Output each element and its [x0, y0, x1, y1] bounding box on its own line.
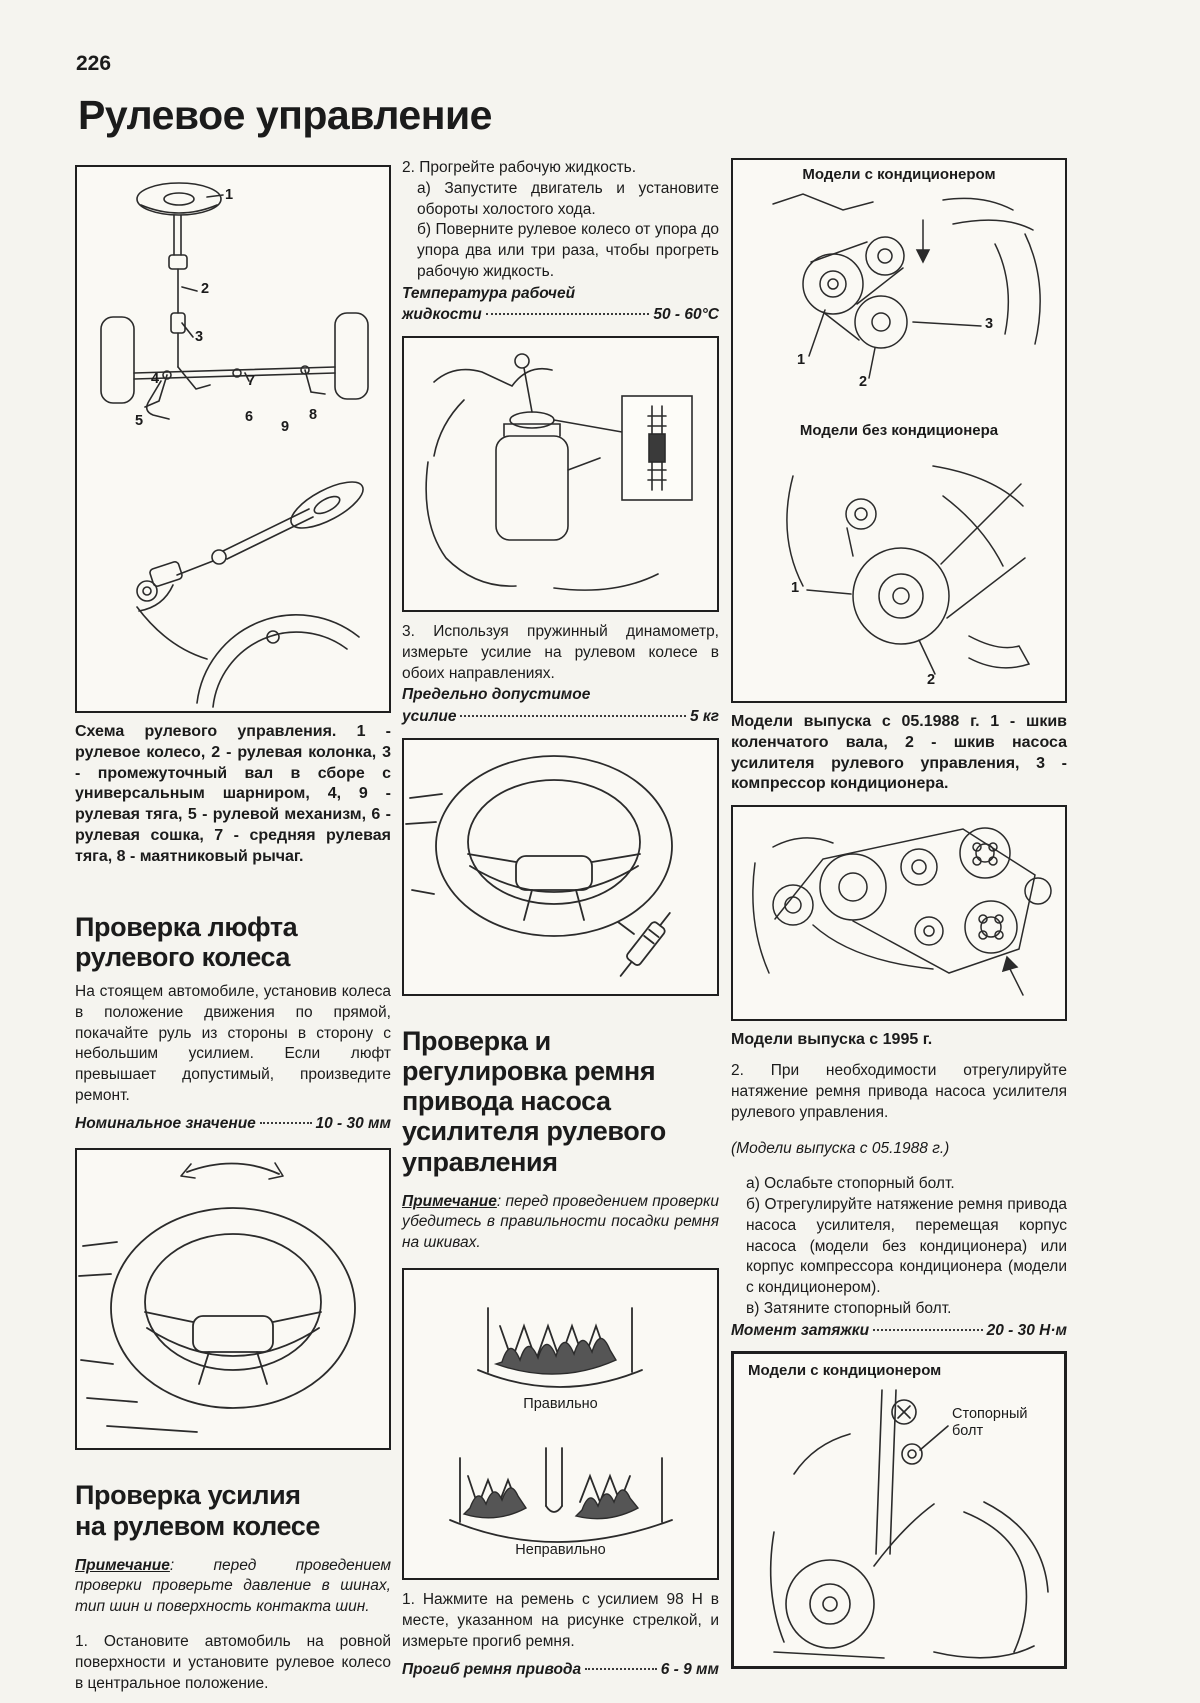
- force-spec-value: 5 кг: [689, 707, 719, 725]
- belt-spec-label: Прогиб ремня привода: [402, 1660, 582, 1678]
- adjust-step-b: б) Отрегулируйте натяжение ремня привода насоса усилителя, перемещая корпус насоса (модели без кондиционера) или корпус компрессора кондиционера (модели с кондиционером).: [746, 1196, 1067, 1297]
- fig1988-top-callout-3: 3: [985, 316, 994, 332]
- temp-spec-label1: Температура рабочей: [402, 284, 576, 302]
- belt-section-heading: [402, 1026, 719, 1177]
- belt-incorrect-label: Неправильно: [515, 1542, 606, 1559]
- caption-1995: Модели выпуска с 1995 г.: [731, 1031, 933, 1049]
- belt-1988-figure: [731, 158, 1067, 703]
- warmup-step-2a: а) Запустите двигатель и установите обороты холостого хода.: [417, 179, 719, 218]
- middle-column: [402, 158, 719, 1680]
- belt-1995-figure: [731, 805, 1067, 1021]
- wheel-dynamometer-figure: [402, 738, 719, 996]
- torque-spec-value: 20 - 30 Н·м: [986, 1321, 1067, 1339]
- dotted-leader: [873, 1329, 983, 1331]
- belt-note: [402, 1192, 719, 1252]
- play-check-heading-line2: рулевого колеса: [75, 941, 291, 972]
- scheme-callout-4: 4: [151, 371, 160, 387]
- force-spec-label1: Предельно допустимое: [402, 686, 591, 704]
- belt-seating-figure: [402, 1268, 719, 1580]
- reservoir-figure: [402, 336, 719, 612]
- lock-bolt-annotation-line1: Стопорный: [952, 1406, 1028, 1423]
- wheel-dynamometer-drawing: [404, 740, 717, 994]
- fig-noac-label: Модели без кондиционера: [799, 422, 999, 439]
- dotted-leader: [486, 313, 650, 315]
- play-spec-line: [75, 1113, 391, 1135]
- force-spec-line1: [402, 684, 719, 706]
- warmup-step-2b: б) Поверните рулевое колесо от упора до упора два или три раза, чтобы прогреть рабочую жидкость.: [417, 221, 719, 280]
- steering-scheme-drawing: [77, 167, 389, 711]
- steering-scheme-figure: [75, 165, 391, 713]
- belt-correct-label: Правильно: [523, 1396, 598, 1413]
- scheme-callout-2: 2: [201, 281, 210, 297]
- belt-seating-drawing: [404, 1270, 717, 1578]
- fig-bottom-ac-label: Модели с кондиционером: [748, 1362, 942, 1380]
- effort-check-heading: [75, 1480, 391, 1540]
- play-check-heading: [75, 912, 391, 972]
- temp-spec-label2: жидкости: [402, 306, 482, 324]
- caption-1988: Модели выпуска с 05.1988 г. 1 - шкив коленчатого вала, 2 - шкив насоса усилителя рулевого управления, 3 - компрессор кондиционера.: [731, 713, 1067, 793]
- belt-spec-line: [402, 1659, 719, 1681]
- lock-bolt-annotation: [952, 1406, 1028, 1438]
- effort-check-heading-line1: Проверка усилия: [75, 1480, 301, 1511]
- right-column: [731, 158, 1067, 1669]
- play-spec-value: 10 - 30 мм: [315, 1114, 391, 1132]
- play-check-body: На стоящем автомобиле, установив колеса в положение движения по прямой, покачайте руль из стороны в сторону с небольшим усилием. Если люфт превышает допустимый, произведите ремонт.: [75, 983, 391, 1104]
- note-label: Примечание: [75, 1557, 170, 1575]
- scheme-callout-7: 7: [247, 373, 256, 389]
- steering-wheel-play-figure: [75, 1148, 391, 1450]
- note-text: : перед проведением проверки проверьте давление в шинах, тип шин и поверхность контакта шин.: [75, 1557, 391, 1615]
- scheme-callout-1: 1: [225, 187, 234, 203]
- warmup-step-2: 2. Прогрейте рабочую жидкость.: [402, 159, 637, 176]
- belt-section-heading-text: Проверка и регулировка ремня привода насоса усилителя рулевого управления: [402, 1025, 666, 1177]
- scheme-callout-3: 3: [195, 329, 204, 345]
- page-title: Рулевое управление: [78, 92, 492, 138]
- steering-wheel-play-drawing: [77, 1150, 389, 1448]
- steering-scheme-caption: Схема рулевого управления. 1 - рулевое колесо, 2 - рулевая колонка, 3 - промежуточный вал в сборе с универсальным шарниром, 4, 9 - рулевая тяга, 5 - рулевой механизм, 6 - рулевая сошка, 7 - средняя рулевая тяга, 8 - маятниковый рычаг.: [75, 723, 391, 865]
- torque-spec-label: Момент затяжки: [731, 1321, 870, 1339]
- fig1988-bottom-callout-2: 2: [927, 672, 936, 688]
- dotted-leader: [585, 1668, 657, 1670]
- torque-spec-line: [731, 1320, 1067, 1342]
- reservoir-drawing: [404, 338, 717, 610]
- fig1988-top-callout-2: 2: [859, 374, 868, 390]
- dotted-leader: [260, 1122, 312, 1124]
- scheme-callout-5: 5: [135, 413, 144, 429]
- adjust-step-a: а) Ослабьте стопорный болт.: [746, 1175, 955, 1193]
- left-column: [75, 165, 391, 1695]
- adjust-step-2: 2. При необходимости отрегулируйте натяжение ремня привода насоса усилителя рулевого управления.: [731, 1061, 1067, 1121]
- belt-spec-value: 6 - 9 мм: [660, 1660, 719, 1678]
- adjust-step-v: в) Затяните стопорный болт.: [746, 1300, 952, 1318]
- lock-bolt-figure: [731, 1351, 1067, 1669]
- note-label: Примечание: [402, 1193, 497, 1211]
- dynamometer-step-3: 3. Используя пружинный динамометр, измерьте усилие на рулевом колесе в обоих направлениях.: [402, 622, 719, 682]
- dotted-leader: [460, 715, 685, 717]
- force-spec-line2: [402, 706, 719, 728]
- lock-bolt-annotation-line2: болт: [952, 1422, 984, 1439]
- temp-spec-line2: [402, 304, 719, 326]
- scheme-callout-8: 8: [309, 407, 318, 423]
- fig1988-bottom-callout-1: 1: [791, 580, 800, 596]
- play-spec-label: Номинальное значение: [75, 1114, 256, 1132]
- fig1988-top-callout-1: 1: [797, 352, 806, 368]
- force-spec-label2: усилие: [402, 707, 457, 725]
- belt-1995-drawing: [733, 807, 1065, 1019]
- page-number: 226: [76, 52, 112, 75]
- effort-check-heading-line2: на рулевом колесе: [75, 1510, 320, 1541]
- temp-spec-value: 50 - 60°С: [653, 306, 719, 324]
- fig-ac-label: Модели с кондиционером: [802, 166, 996, 183]
- scheme-callout-6: 6: [245, 409, 254, 425]
- effort-step-1: 1. Остановите автомобиль на ровной поверхности и установите рулевое колесо в центральное положение.: [75, 1633, 391, 1692]
- lock-bolt-drawing: [734, 1354, 1064, 1666]
- note-text: : перед проведением проверки убедитесь в правильности посадки ремня на шкивах.: [402, 1193, 719, 1251]
- temp-spec-line1: [402, 283, 719, 305]
- effort-note: [75, 1556, 391, 1616]
- play-check-heading-line1: Проверка люфта: [75, 911, 298, 942]
- scheme-callout-9: 9: [281, 419, 290, 435]
- belt-step-1: 1. Нажмите на ремень с усилием 98 Н в месте, указанном на рисунке стрелкой, и измерьте прогиб ремня.: [402, 1591, 719, 1650]
- models-note: (Модели выпуска с 05.1988 г.): [731, 1139, 950, 1157]
